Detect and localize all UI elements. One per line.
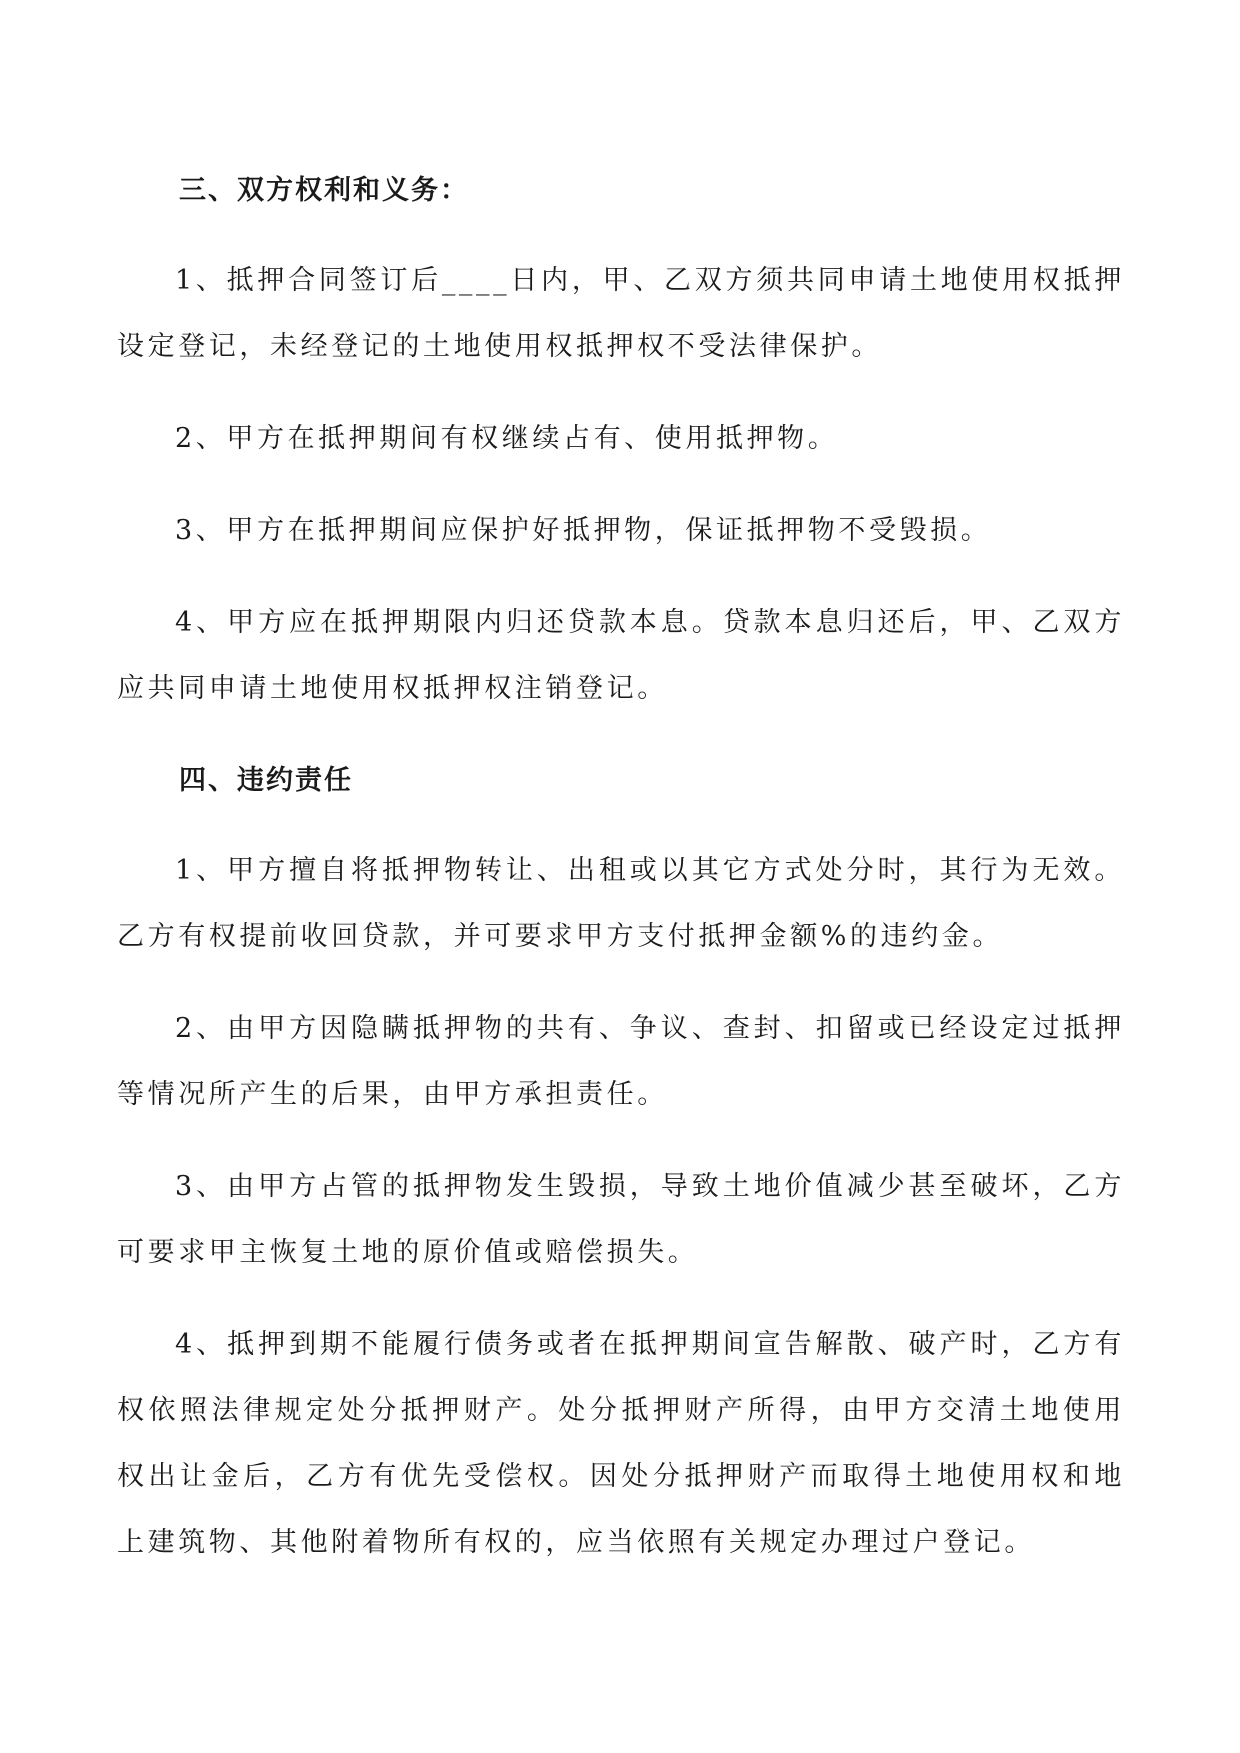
clause-4-4: 4、抵押到期不能履行债务或者在抵押期间宣告解散、破产时，乙方有权依照法律规定处分抵押财产。处分抵押财产所得，由甲方交清土地使用权出让金后，乙方有优先受偿权。因处分抵押财产而取得土地使用权和地上建筑物、其他附着物所有权的，应当依照有关规定办理过户登记。 [117,1329,1125,1558]
clause-4-2: 2、由甲方因隐瞒抵押物的共有、争议、查封、扣留或已经设定过抵押等情况所产生的后果，由甲方承担责任。 [117,1013,1125,1110]
clause-4-3: 3、由甲方占管的抵押物发生毁损，导致土地价值减少甚至破坏，乙方可要求甲主恢复土地的原价值或赔偿损失。 [117,1171,1125,1268]
clause-3-2: 2、甲方在抵押期间有权继续占有、使用抵押物。 [175,423,839,454]
section-heading-breach-liability: 四、违约责任 [179,765,353,796]
section-heading-rights-obligations: 三、双方权利和义务： [179,175,469,206]
clause-3-4: 4、甲方应在抵押期限内归还贷款本息。贷款本息归还后，甲、乙双方应共同申请土地使用权抵押权注销登记。 [117,607,1125,704]
clause-4-1: 1、甲方擅自将抵押物转让、出租或以其它方式处分时，其行为无效。乙方有权提前收回贷款，并可要求甲方支付抵押金额%的违约金。 [117,855,1125,952]
document-body [117,158,1125,1576]
clause-3-1: 1、抵押合同签订后____日内，甲、乙双方须共同申请土地使用权抵押设定登记，未经登记的土地使用权抵押权不受法律保护。 [117,265,1125,362]
clause-3-3: 3、甲方在抵押期间应保护好抵押物，保证抵押物不受毁损。 [175,515,992,546]
